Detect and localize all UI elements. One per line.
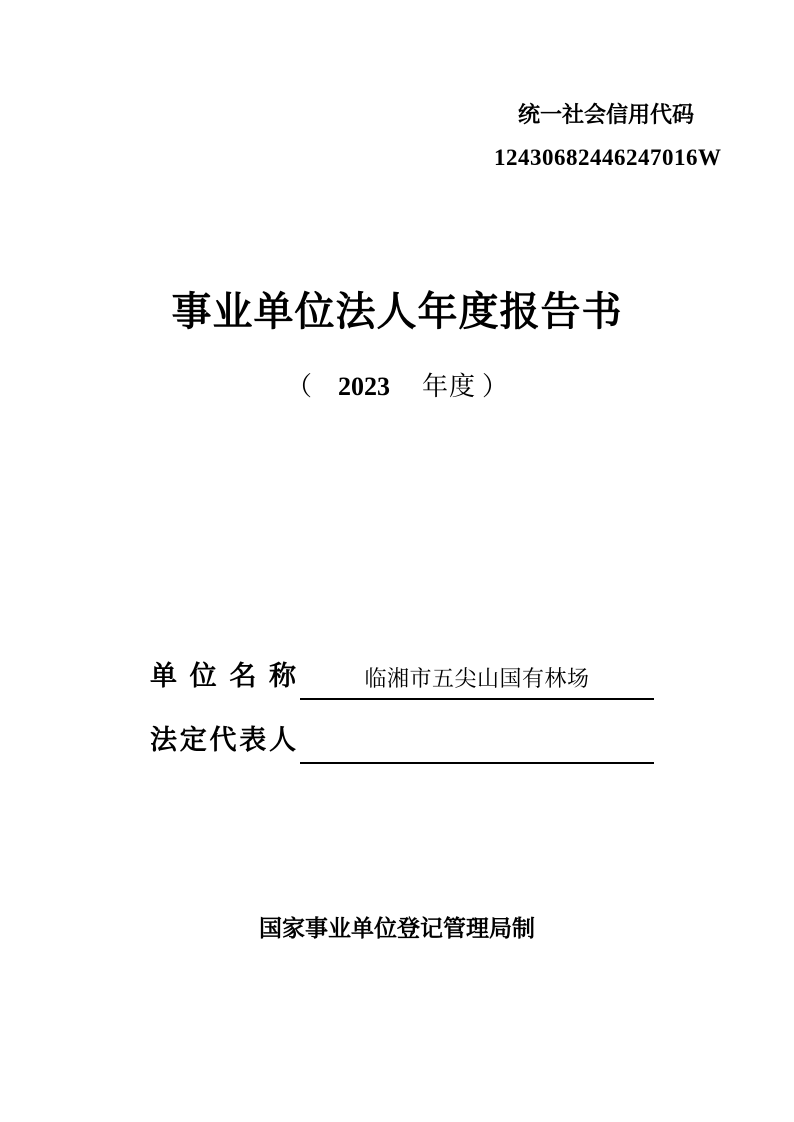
report-title: 事业单位法人年度报告书 — [171, 290, 623, 334]
legal-representative-underline — [300, 716, 654, 764]
credit-code-label: 统一社会信用代码 — [517, 102, 694, 127]
legal-representative-row — [150, 716, 654, 764]
issuing-authority: 国家事业单位登记管理局制 — [259, 916, 535, 941]
unit-name-value: 临湘市五尖山国有林场 — [364, 666, 590, 691]
legal-representative-label: 法定代表人 — [150, 725, 296, 755]
unit-name-underline — [300, 652, 654, 700]
report-year-line — [0, 372, 794, 402]
report-year-value: 2023 — [337, 372, 390, 401]
report-year-suffix: 年度 — [421, 372, 476, 401]
unit-name-label: 单位名称 — [150, 661, 296, 691]
credit-code-value: 12430682446247016W — [494, 145, 722, 170]
unit-name-row — [150, 652, 654, 700]
year-open-paren: （ — [285, 372, 312, 401]
year-close-paren: ） — [482, 372, 509, 401]
